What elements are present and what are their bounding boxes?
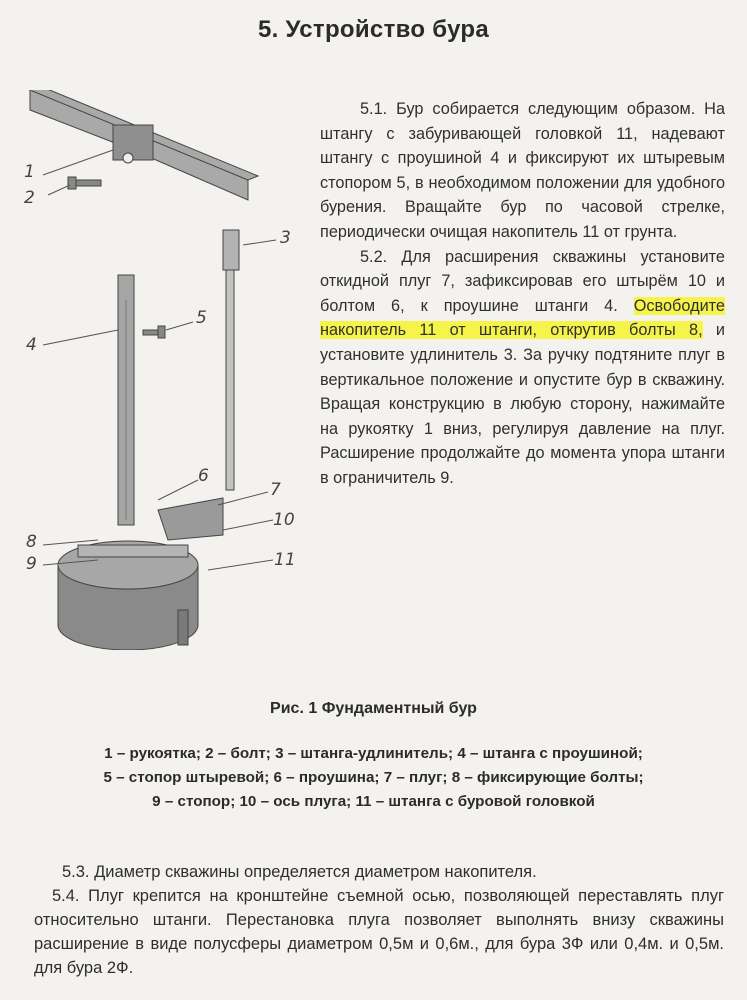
storage-drum-part xyxy=(58,541,198,650)
highlighted-text: Освободите накопитель 11 от штанги, открутив болты 8, xyxy=(320,296,725,340)
paragraph-5-2 xyxy=(320,245,725,491)
main-rod-part xyxy=(118,275,134,525)
paragraph-5-4: 5.4. Плуг крепится на кронштейне съемной осью, позволяющей переставлять плуг относительно штанги. Перестановка плуга позволяет выполнять внизу скважины расширение в виде полусферы диаметром 0,5м и 0,6м., для бура 3Ф или 0,4м. и 0,5м. для бура 2Ф. xyxy=(34,887,724,977)
callout-10: 10 xyxy=(273,510,295,530)
callout-3: 3 xyxy=(280,228,291,248)
paragraph-5-1: 5.1. Бур собирается следующим образом. На штангу с забуривающей головкой 11, надевают штангу с проушиной 4 и фиксируют их штыревым стопором 5, в необходимом положении для удобного бурения. Вращайте бур по часовой стрелке, периодически очищая накопитель 11 от грунта. xyxy=(320,100,725,241)
handle-part xyxy=(30,90,258,200)
figure-caption: Рис. 1 Фундаментный бур xyxy=(270,700,477,717)
callout-7: 7 xyxy=(270,480,281,500)
callout-2: 2 xyxy=(24,188,35,208)
paragraph-5-3: 5.3. Диаметр скважины определяется диаметром накопителя. xyxy=(62,863,537,881)
bolt-part xyxy=(68,177,101,189)
legend-line-3: 9 – стопор; 10 – ось плуга; 11 – штанга с буровой головкой xyxy=(152,793,595,810)
callout-8: 8 xyxy=(26,532,37,552)
callout-6: 6 xyxy=(198,466,209,486)
callout-9: 9 xyxy=(26,554,37,574)
auger-diagram xyxy=(18,90,318,650)
callout-11: 11 xyxy=(274,550,296,570)
paragraph-5-2-start: 5.2. Для расширения скважины установите откидной плуг 7, зафиксировав его штырём 10 и болтом 6, к проушине штанги 4. xyxy=(320,247,725,315)
leader-lines xyxy=(43,150,276,570)
page-title: 5. Устройство бура xyxy=(257,16,490,43)
stopper-pin-part xyxy=(143,326,165,338)
callout-1: 1 xyxy=(24,162,35,182)
callout-5: 5 xyxy=(196,308,207,328)
auger-figure xyxy=(18,90,318,650)
extension-rod-part xyxy=(223,230,239,490)
legend-line-2: 5 – стопор штыревой; 6 – проушина; 7 – плуг; 8 – фиксирующие болты; xyxy=(103,769,644,786)
legend-line-1: 1 – рукоятка; 2 – болт; 3 – штанга-удлинитель; 4 – штанга с проушиной; xyxy=(104,745,643,762)
additional-notes xyxy=(34,860,724,980)
paragraph-5-2-end: и установите удлинитель 3. За ручку подтяните плуг в вертикальное положение и опустите бур в скважину. Вращая конструкцию в любую сторону, нажимайте на рукоятку 1 вниз, регулируя давление на плуг. Расширение продолжайте до момента упора штанги в ограничитель 9. xyxy=(320,321,725,487)
assembly-instructions xyxy=(320,97,725,491)
plough-part xyxy=(158,498,223,540)
parts-legend xyxy=(10,742,737,814)
callout-4: 4 xyxy=(26,335,37,355)
